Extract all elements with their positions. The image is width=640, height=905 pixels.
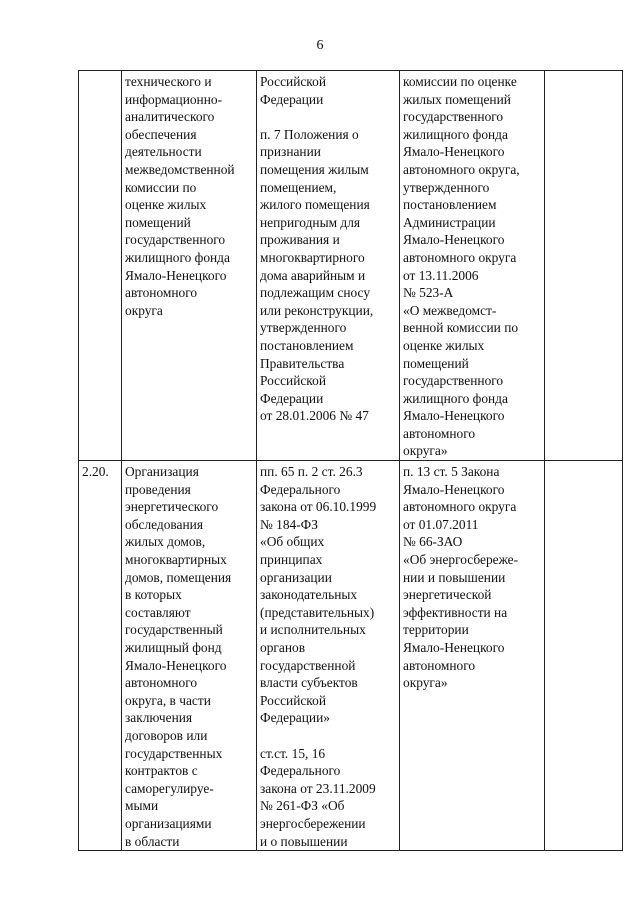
text-line: пп. 65 п. 2 ст. 26.3 — [260, 464, 363, 480]
text-line: технического и — [125, 74, 212, 89]
text-line: венной комиссии по — [403, 320, 519, 336]
text-line: оценке жилых — [125, 197, 207, 213]
text-line: проведения — [125, 481, 191, 497]
text-line: государственных — [125, 745, 223, 761]
regulation-table — [78, 70, 623, 851]
text-line: Федерации — [260, 390, 324, 406]
text-line: организациями — [125, 815, 212, 831]
text-line: обеспечения — [125, 126, 197, 142]
table-row — [79, 71, 623, 461]
text-line: автономного округа — [403, 499, 517, 515]
text-line: обследования — [125, 516, 203, 532]
text-line: (представительных) — [260, 604, 375, 620]
text-line: «Об энергосбереже- — [403, 552, 519, 568]
text-line: утвержденного — [403, 179, 490, 195]
text-line: жилых помещений — [403, 91, 511, 107]
text-line: территории — [403, 622, 469, 638]
text-line: составляют — [125, 604, 191, 620]
text-line: Правительства — [260, 355, 345, 371]
text-line: энергетического — [125, 499, 219, 515]
text-line: контрактов с — [125, 763, 198, 779]
text-line: межведомственной — [125, 161, 235, 177]
text-line: закона от 23.11.2009 — [260, 780, 376, 796]
text-line: государственный — [125, 622, 223, 638]
text-line: в области — [125, 833, 180, 849]
text-line: Федерации» — [260, 710, 330, 726]
text-line: утвержденного — [260, 320, 347, 336]
text-line: государственного — [403, 373, 504, 389]
text-line: жилищного фонда — [403, 390, 508, 406]
text-line: энергосбережении — [260, 815, 366, 831]
text-line: постановлением — [260, 337, 354, 353]
text-line: жилищного фонда — [403, 126, 508, 142]
text-line: помещения жилым — [260, 161, 369, 177]
text-line: государственной — [260, 657, 356, 673]
text-line: организации — [260, 569, 332, 585]
text-line: и исполнительных — [260, 622, 366, 638]
text-line: законодательных — [260, 587, 358, 603]
text-line: Федерального — [260, 481, 341, 497]
text-line: или реконструкции, — [260, 302, 374, 318]
text-line: информационно- — [125, 91, 223, 107]
text-line: автономного округа — [403, 249, 517, 265]
text-line: № 66-ЗАО — [403, 534, 463, 550]
text-line: Ямало-Ненецкого — [125, 267, 227, 283]
text-line: «О межведомст- — [403, 302, 497, 318]
text-line: закона от 06.10.1999 — [260, 499, 377, 515]
text-line: власти субъектов — [260, 675, 358, 691]
text-line: дома аварийным и — [260, 267, 366, 283]
page-number: 6 — [316, 38, 324, 53]
text-line: «Об общих — [260, 534, 325, 550]
text-line: Российской — [260, 692, 326, 708]
text-line: саморегулируе- — [125, 780, 214, 796]
text-line: Администрации — [403, 214, 496, 230]
regional-basis-cell — [400, 71, 545, 461]
function-cell — [122, 71, 257, 461]
text-line: от 01.07.2011 — [403, 516, 479, 532]
text-line: подлежащим сносу — [260, 285, 371, 301]
text-line: принципах — [260, 552, 323, 568]
text-line: Федерального — [260, 763, 341, 779]
text-line: Ямало-Ненецкого — [403, 408, 505, 424]
text-line: от 13.11.2006 — [403, 267, 479, 283]
text-line: Ямало-Ненецкого — [403, 640, 505, 655]
text-line: от 28.01.2006 № 47 — [260, 408, 369, 424]
text-line: помещением, — [260, 179, 337, 195]
text-line: автономного — [403, 425, 476, 441]
text-line: округа, в части — [125, 692, 211, 708]
text-line: № 523-А — [403, 285, 454, 301]
text-line: мыми — [125, 798, 159, 814]
text-line: эффективности на — [403, 604, 508, 620]
text-line: в которых — [125, 587, 182, 603]
note-cell — [545, 71, 623, 461]
text-line: домов, помещения — [125, 569, 232, 585]
text-line: помещений — [403, 355, 469, 371]
text-line: заключения — [125, 710, 193, 726]
text-line: Ямало-Ненецкого — [125, 657, 227, 673]
text-line: многоквартирного — [260, 249, 365, 265]
text-line: округа» — [403, 443, 448, 459]
text-line: Федерации — [260, 91, 324, 107]
table-row — [79, 461, 623, 851]
text-line: автономного — [125, 675, 198, 691]
text-line: и о повышении — [260, 833, 348, 849]
text-line: энергетической — [403, 587, 492, 603]
text-line: Ямало-Ненецкого — [403, 144, 505, 160]
text-line: п. 7 Положения о — [260, 126, 359, 142]
text-line: п. 13 ст. 5 Закона — [403, 464, 500, 480]
text-line: проживания и — [260, 232, 340, 248]
federal-basis-cell — [257, 71, 400, 461]
text-line: жилых домов, — [125, 534, 206, 550]
text-line: автономного — [403, 657, 476, 673]
text-line: нии и повышении — [403, 569, 506, 585]
text-line: аналитического — [125, 109, 215, 125]
federal-basis-cell — [257, 461, 400, 851]
text-line: Организация — [125, 464, 199, 480]
paragraph-gap — [260, 108, 396, 126]
text-line: деятельности — [125, 144, 202, 160]
text-line: Ямало-Ненецкого — [403, 481, 505, 497]
text-line: договоров или — [125, 727, 208, 743]
row-number-cell — [79, 71, 122, 461]
text-line: оценке жилых — [403, 337, 485, 353]
text-line: жилищный фонд — [125, 640, 222, 655]
text-line: жилого помещения — [260, 197, 370, 213]
text-line: помещений — [125, 214, 191, 230]
text-line: автономного — [125, 285, 198, 301]
text-line: государственного — [403, 109, 504, 125]
text-line: ст.ст. 15, 16 — [260, 745, 326, 761]
text-line: Российской — [260, 74, 326, 89]
row-number-cell: 2.20. — [79, 461, 122, 851]
text-line: комиссии по — [125, 179, 197, 195]
text-line: органов — [260, 640, 306, 655]
text-line: № 184-ФЗ — [260, 516, 318, 532]
text-line: признании — [260, 144, 321, 160]
text-line: комиссии по оценке — [403, 74, 517, 89]
note-cell — [545, 461, 623, 851]
function-cell — [122, 461, 257, 851]
text-line: Ямало-Ненецкого — [403, 232, 505, 248]
regional-basis-cell — [400, 461, 545, 851]
paragraph-gap — [260, 727, 396, 745]
text-line: государственного — [125, 232, 226, 248]
text-line: постановлением — [403, 197, 497, 213]
text-line: многоквартирных — [125, 552, 227, 568]
text-line: округа — [125, 302, 163, 318]
text-line: непригодным для — [260, 214, 361, 230]
text-line: жилищного фонда — [125, 249, 230, 265]
text-line: округа» — [403, 675, 448, 691]
text-line: автономного округа, — [403, 161, 520, 177]
text-line: № 261-ФЗ «Об — [260, 798, 345, 814]
text-line: Российской — [260, 373, 326, 389]
